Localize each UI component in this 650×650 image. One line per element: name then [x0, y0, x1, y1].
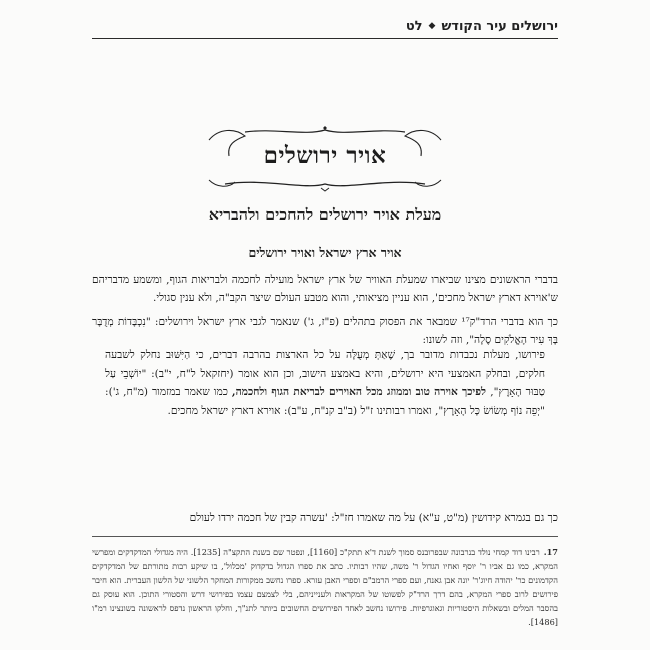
footnote-divider: [92, 536, 558, 537]
radak-quotation: [105, 346, 545, 420]
footnote-17: [92, 545, 558, 629]
running-header: [92, 14, 558, 39]
paragraph-intro: בדברי הראשונים מצינו שביארו שמעלת האוויר של ארץ ישראל מועילה לחכמה ולבריאות הגוף, ומשמע מדבריהם ש'אוירא דארץ ישראל מחכים', הוא עניין מציאותי, והוא מטבע העולם שיצר הקב"ה, ולא ענין סגולי.: [92, 274, 558, 304]
chapter-subtitle: מעלת אויר ירושלים להחכים ולהבריא: [208, 205, 442, 224]
header-book-title: ירושלים עיר הקודש: [441, 18, 558, 34]
header-diamond-separator: ◆: [428, 21, 436, 31]
footnote-number: 17.: [543, 547, 559, 557]
paragraph-radak: כך הוא בדברי הרד"ק¹⁷ שמבאר את הפסוק בתהלים (פ"ז, ג') שנאמר לגבי ארץ ישראל וירושלים: "נִכְבָּדוֹת מְדֻבָּר בָּךְ עִיר הָאֱלֹקִים סֶלָה", וזה לשונו:: [92, 316, 558, 346]
footnote-text: רבינו דוד קמחי נולד בנרבונה שבפרובנס סמוך לשנת ד'א תתק"כ [1160], ונפטר שם בשנת התקצ"ה [1235]. היה מגדולי המדקדקים ומפרשי המקרא, כמו גם אביו ר' יוסף ואחיו הגדול ר' משה, שהיו רבותיו. כתב את ספרו הגדול בדקדוק 'מכלול', בו שיקע רבות מתורתם של המדקדקים הקדמונים כר' יהודה חיוג'ר' יונה אבן גאנח, ועם ספרי הרמב"ם וספרי האבן עזרא. ספרו נחשב ממקורות המחקר הלשוני של הלשון העברית. הוא חיבר פירושים לרוב ספרי המקרא, בהם דרך הרד"ק לפשוטו של המקראות ולענייניהם, בלי לצמצם עצמו בפירושי דרש והסטורי התוכן. הוא עוסק גם בהסבר המלים ובשאלות היסטוריות וגאוגרפיות. פירושו נחשב לאחד הפירושים החשובים ביותר לתנ"ך, וחלקו הראשון נדפס לראשונה בשונצינו רמ"ו [1486].: [92, 547, 558, 627]
chapter-title: אויר ירושלים: [263, 142, 387, 169]
quote-bold-text: לפיכך אוירה טוב וממוזג מכל האוירים לבריאת הגוף ולחכמה,: [231, 386, 491, 398]
paragraph-kiddushin: כך גם בגמרא קידושין (מ"ט, ע"א) על מה שאמרו חז"ל: 'עשרה קבין של חכמה ירדו לעולם: [189, 512, 558, 524]
section-heading: אויר ארץ ישראל ואויר ירושלים: [248, 245, 402, 260]
body-text: [92, 271, 558, 355]
quote-end-text: כמו שאמר במזמור (מ"ח, ג'): "יְפֵה נוֹף מְשׂוֹשׂ כָּל הָאָרֶץ", ואמרו רבותינו ז"ל (ב"ב קנ"ח, ע"ב): אוירא דארץ ישראל מחכים.: [105, 386, 545, 417]
header-page-number: לט: [405, 18, 423, 34]
quote-text: פירושו, מעלות נכבדות מדובר בך, שֶׁאַתְּ מְעֻלָּה על כל הארצות בהרבה דברים, כי הַיִּשּׁוּב נחלק לשבעה חלקים, ובחלק האמצעי היא ירושלים, והיא באמצע הישוב, וכן הוא אומר (יחזקאל ל"ח, י"ב): "יוֹשְׁבֵי עַל טַבּוּר הָאָרֶץ",: [105, 349, 545, 398]
chapter-title-frame: [205, 126, 445, 192]
